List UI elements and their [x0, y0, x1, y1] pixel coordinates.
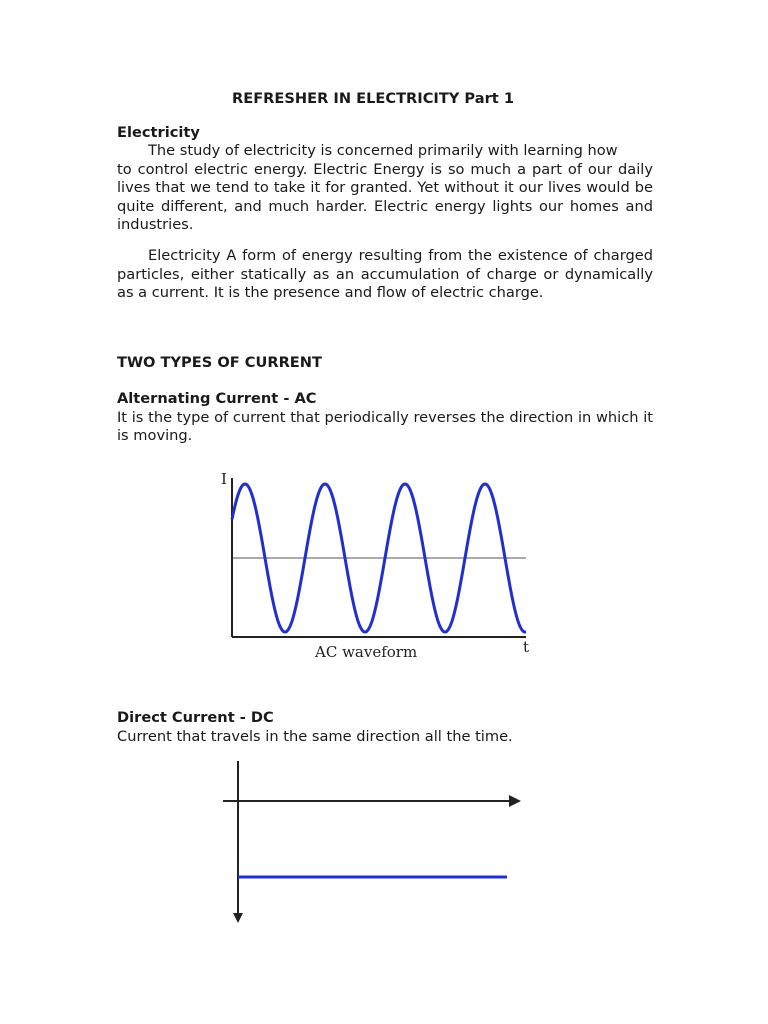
dc-heading: Direct Current - DC — [117, 709, 274, 726]
types-of-current-heading: TWO TYPES OF CURRENT — [117, 354, 322, 371]
document-title: REFRESHER IN ELECTRICITY Part 1 — [232, 90, 514, 107]
electricity-paragraph-1: to control electric energy. Electric Energy is so much a part of our daily lives that we tend to take it for granted. Yet without it our lives would be quite different, and much harder. Electric energy lights our homes and industries. — [117, 160, 653, 233]
ac-description: It is the type of current that periodically reverses the direction in which it is moving. — [117, 408, 653, 444]
dc-figure — [215, 755, 535, 930]
ac-x-axis-label: t — [523, 638, 530, 656]
dc-axis-down-arrow — [233, 913, 243, 923]
electricity-paragraph-2: Electricity A form of energy resulting from the existence of charged particles, either statically as an accumulation of charge or dynamically as a current. It is the presence and flow of electric charge. — [117, 247, 653, 301]
electricity-paragraph-1-first-line: The study of electricity is concerned primarily with learning how — [148, 142, 618, 159]
ac-waveform-chart — [215, 470, 545, 670]
electricity-heading: Electricity — [117, 124, 200, 141]
ac-y-axis-label: I — [221, 470, 227, 488]
dc-chart — [215, 755, 535, 930]
ac-waveform-figure — [215, 470, 545, 670]
dc-axis-right-arrow — [509, 795, 521, 807]
ac-heading: Alternating Current - AC — [117, 390, 317, 407]
ac-waveform-caption: AC waveform — [315, 643, 418, 661]
dc-description: Current that travels in the same direction all the time. — [117, 728, 513, 745]
